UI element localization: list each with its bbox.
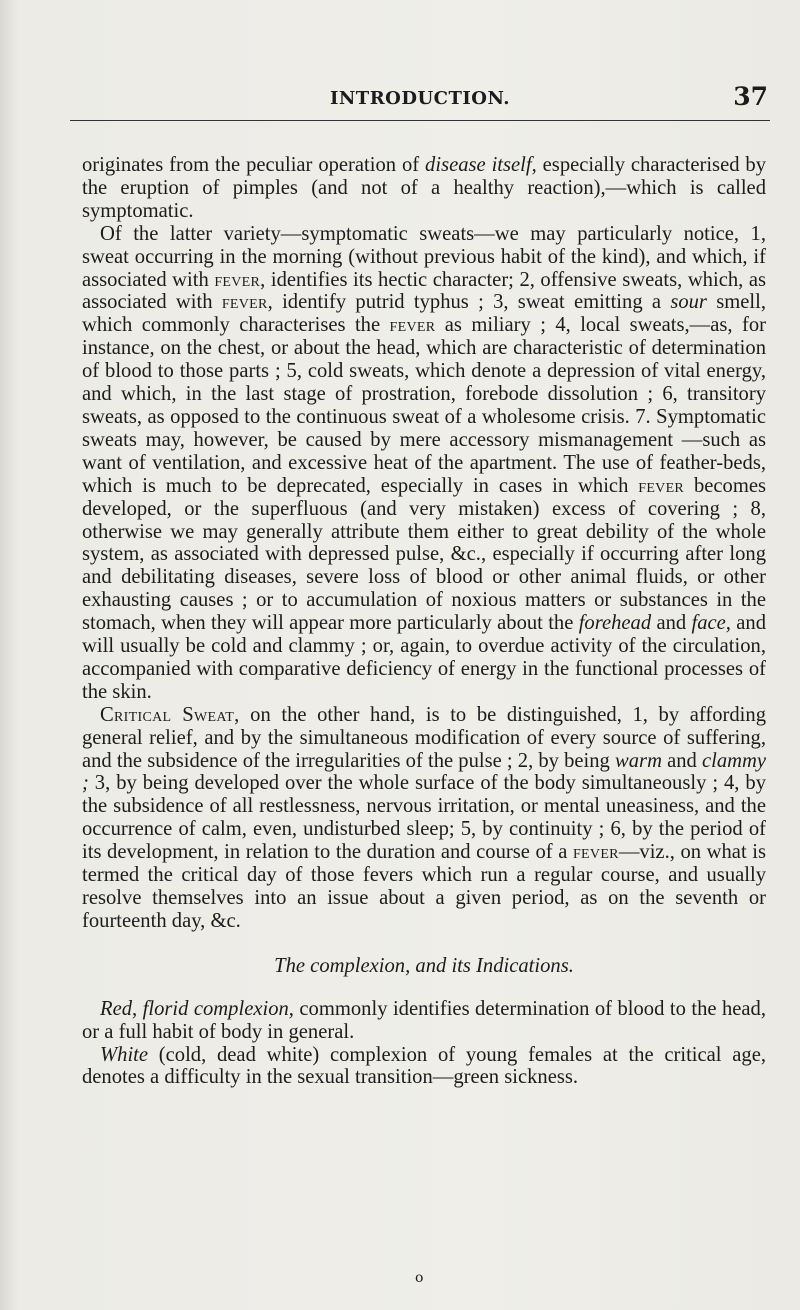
text-run: Of the latter variety—symptomatic sweats—we may particularly notice, 1, sweat occurring in the morning (without previous habit of the kind), and which, if associated with [82, 222, 766, 291]
small-caps-run: fever [214, 268, 261, 291]
signature-mark: o [415, 1270, 424, 1286]
small-caps-run: fever [389, 314, 436, 337]
paragraph-red-complexion [82, 998, 766, 1044]
text-run: on the other hand, is to be distinguished, 1, by affording general relief, and by the simultaneous modification of every source of suffering, and the subsidence of the irregularities of the pulse ; 2, by being [82, 703, 766, 772]
page-header [70, 80, 770, 121]
text-run: 3, by being developed over the whole surface of the body simultaneously ; 4, by the subsidence of all restlessness, nervous irritation, or mental uneasiness, and the occurrence of calm, even, undisturbed sleep; 5, by continuity ; 6, by the period of its development, in relation to the duration and course of a [82, 772, 766, 864]
text-run: especially characterised by the eruption of pimples (and not of a healthy reaction),—which is called symptomatic. [82, 154, 767, 222]
text-run: , identifies its hectic character; 2, offensive sweats, which, as associated with [82, 268, 766, 314]
body-text [82, 154, 766, 1089]
running-head: INTRODUCTION. [329, 88, 511, 109]
text-run: becomes developed, or the superfluous (and very mistaken) excess of covering ; 8, otherwise we may generally attribute them either to great debility of the whole system, as associated with depressed pulse, &c., especially if occurring after long and debilitating diseases, severe loss of blood or other animal fluids, or other exhausting causes ; or to accumulation of noxious matters or substances in the stomach, when they will appear more particularly about the [82, 474, 766, 635]
text-run: (cold, dead white) complexion of young females at the critical age, denotes a difficulty in the sexual transition—green sickness. [82, 1043, 766, 1089]
small-caps-run: fever [572, 841, 619, 864]
italic-run: disease itself, [425, 154, 537, 176]
paragraph-white-complexion [82, 1044, 766, 1090]
small-caps-run: fever [221, 291, 268, 314]
italic-run: face, [691, 612, 731, 635]
italic-run: Red, florid complexion, [100, 997, 294, 1020]
small-caps-run: fever [638, 474, 685, 497]
italic-run: clammy ; [82, 749, 767, 795]
text-run: as miliary ; 4, local sweats,—as, for instance, on the chest, or about the head, which are characteristic of determination of blood to those parts ; 5, cold sweats, which denote a depression of vital energy, and which, in the last stage of prostration, forebode dissolution ; 6, transitory sweats, as opposed to the continuous sweat of a wholesome crisis. 7. Symptomatic sweats may, however, be caused by mere accessory mismanagement —such as want of ventilation, and excessive heat of the apartment. The use of feather-beds, which is much to be deprecated, especially in cases in which [82, 314, 766, 497]
small-caps-run: Critical Sweat, [100, 703, 240, 726]
paragraph-symptomatic-origin [82, 154, 766, 223]
text-run: commonly identifies determination of blood to the head, or a full habit of body in general. [82, 997, 766, 1043]
paragraph-symptomatic-sweats [82, 223, 766, 704]
page-number: 37 [733, 82, 768, 111]
section-title: The complexion, and its Indications. [274, 954, 574, 977]
text-run: —viz., on what is termed the critical day of those fevers which run a regular course, and usually resolve themselves into an issue about a given period, as on the seventh or fourteenth day, &c. [82, 841, 766, 932]
text-run: and [651, 612, 692, 635]
italic-run: White [100, 1043, 149, 1066]
italic-run: sour [670, 291, 707, 314]
paragraph-critical-sweat [82, 704, 766, 933]
italic-run: forehead [578, 612, 652, 635]
text-run: and will usually be cold and clammy ; or, again, to overdue activity of the circulation, accompanied with comparative deficiency of energy in the functional processes of the skin. [82, 612, 766, 703]
italic-run: warm [615, 749, 662, 772]
text-run: originates from the peculiar operation of [82, 154, 426, 176]
text-run: and [661, 749, 702, 772]
text-run: , identify putrid typhus ; 3, sweat emitting a [267, 291, 671, 314]
text-run: smell, which commonly characterises the [82, 291, 766, 337]
